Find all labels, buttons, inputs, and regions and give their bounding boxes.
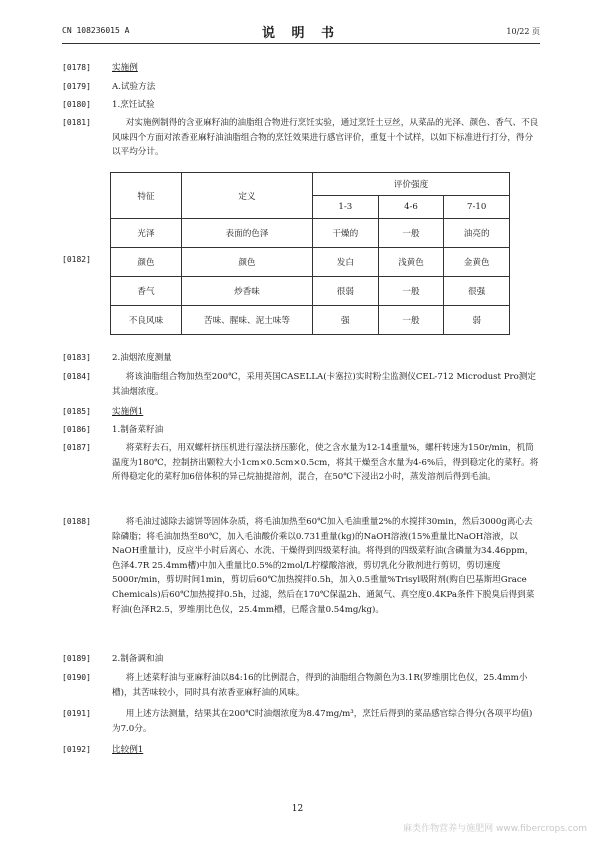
table-row bbox=[111, 277, 510, 306]
header-definition: 定义 bbox=[182, 173, 313, 219]
table-cell: 一般 bbox=[378, 219, 444, 248]
paragraph-text: 将菜籽去石，用双螺杆挤压机进行湿法挤压膨化，使之含水量为12-14重量%，螺杆转速为150r/min，机筒温度为180℃，控制挤出颗粒大小1cm×0.5cm×0.5cm，将其干燥至含水量为4-6%后，得到稳定化的菜籽。将所得稳定化的菜籽加6倍体积的异己烷抽提溶剂，混合，在50℃下浸出2小时，蒸发溶剂后得到毛油。 bbox=[112, 443, 539, 483]
section-heading: 实施例 bbox=[112, 63, 138, 73]
header-range-1: 1-3 bbox=[313, 196, 379, 219]
paragraph-0190 bbox=[62, 671, 540, 700]
table-cell: 表面的色泽 bbox=[182, 219, 313, 248]
table-cell: 油亮的 bbox=[444, 219, 510, 248]
table-cell: 一般 bbox=[378, 277, 444, 306]
paragraph-text: 对实施例制得的含亚麻籽油的油脂组合物进行烹饪实验，通过烹饪土豆丝，从菜品的光泽、颜色、香气、不良风味四个方面对浓香亚麻籽油油脂组合物的烹饪效果进行感官评价，重复十个试样，以如下标准进行打分，得分以平均分计。 bbox=[112, 118, 539, 158]
paragraph-0188 bbox=[62, 515, 540, 617]
paragraph-number: [0189] bbox=[62, 654, 91, 663]
table-cell: 很弱 bbox=[313, 277, 379, 306]
paragraph-number: [0180] bbox=[62, 100, 91, 109]
paragraph-0181 bbox=[62, 116, 540, 160]
table-cell: 发白 bbox=[313, 248, 379, 277]
paragraph-0187 bbox=[62, 441, 540, 485]
paragraph-0186 bbox=[62, 423, 540, 438]
table-cell: 光泽 bbox=[111, 219, 182, 248]
table-cell: 干燥的 bbox=[313, 219, 379, 248]
paragraph-0185 bbox=[62, 405, 540, 420]
paragraph-text: 将毛油过滤除去滤饼等固体杂质，将毛油加热至60℃加入毛油重量2%的水搅拌30min，然后3000g离心去除磷脂；将毛油加热至80℃，加入毛油酸价乘以0.731重量(kg)的NaOH溶液(15%重量比NaOH溶液，以NaOH重量计)，反应半小时后离心、水洗、干燥得到四级菜籽油。将得到的四级菜籽油(含磷量为34.46ppm，色泽4.7R 25.4mm槽)中加入重量比0.5%的2mol/L柠檬酸溶液，剪切乳化分散剂进行剪切，剪切速度5000r/min，剪切时间1min，剪切后60℃加热搅拌0.5h，加入0.5重量%Trisyl吸附剂(购自巴基斯坦Grace Chemicals)后60℃加热搅拌0.5h，过滤，然后在170℃保温2h、通氮气、真空度0.4KPa条件下脱臭后得到菜籽油(色泽R2.5，罗维朋比色仪，25.4mm槽，已醛含量0.54mg/kg)。 bbox=[112, 517, 535, 615]
paragraph-0184 bbox=[62, 370, 540, 399]
table-cell: 不良风味 bbox=[111, 306, 182, 335]
publication-number: CN 108236015 A bbox=[62, 26, 130, 35]
document-title: 说 明 书 bbox=[261, 26, 341, 41]
paragraph-0192 bbox=[62, 743, 540, 758]
paragraph-0189 bbox=[62, 652, 540, 667]
header-feature: 特征 bbox=[111, 173, 182, 219]
paragraph-number: [0191] bbox=[62, 709, 91, 718]
subheading: 1.烹饪试验 bbox=[112, 100, 155, 110]
paragraph-number: [0188] bbox=[62, 517, 91, 526]
table-cell: 炒香味 bbox=[182, 277, 313, 306]
table-row bbox=[111, 248, 510, 277]
paragraph-number: [0192] bbox=[62, 745, 91, 754]
paragraph-number: [0185] bbox=[62, 407, 91, 416]
paragraph-number: [0182] bbox=[62, 255, 91, 264]
table-cell: 颜色 bbox=[111, 248, 182, 277]
header-range-2: 4-6 bbox=[378, 196, 444, 219]
paragraph-number: [0183] bbox=[62, 353, 91, 362]
table-cell: 强 bbox=[313, 306, 379, 335]
section-heading: 实施例1 bbox=[112, 407, 144, 417]
subheading: 1.制备菜籽油 bbox=[112, 425, 164, 435]
paragraph-number: [0179] bbox=[62, 82, 91, 91]
paragraph-0179 bbox=[62, 80, 540, 95]
subheading: 2.油烟浓度测量 bbox=[112, 353, 172, 363]
table-cell: 弱 bbox=[444, 306, 510, 335]
subheading: A.试验方法 bbox=[112, 82, 156, 92]
paragraph-number: [0186] bbox=[62, 425, 91, 434]
paragraph-text: 用上述方法测量，结果其在200℃时油烟浓度为8.47mg/m³，烹饪后得到的菜品感官综合得分(各项平均值)为7.0分。 bbox=[112, 709, 533, 734]
header-range-3: 7-10 bbox=[444, 196, 510, 219]
paragraph-number: [0187] bbox=[62, 443, 91, 452]
paragraph-number: [0178] bbox=[62, 63, 91, 72]
table-cell: 一般 bbox=[378, 306, 444, 335]
page-header bbox=[62, 22, 540, 40]
page-indicator: 10/22 页 bbox=[506, 27, 540, 36]
paragraph-0180 bbox=[62, 98, 540, 113]
paragraph-0183 bbox=[62, 351, 540, 366]
header-divider bbox=[62, 43, 540, 44]
subheading: 2.制备调和油 bbox=[112, 654, 164, 664]
table-row bbox=[111, 219, 510, 248]
watermark: 麻类作物营养与施肥网 www.fibercrops.com bbox=[403, 824, 587, 834]
paragraph-0191 bbox=[62, 707, 540, 736]
table-cell: 香气 bbox=[111, 277, 182, 306]
paragraph-number: [0181] bbox=[62, 118, 91, 127]
table-cell: 苦味、腥味、泥土味等 bbox=[182, 306, 313, 335]
section-heading: 比较例1 bbox=[112, 745, 144, 755]
table-cell: 很强 bbox=[444, 277, 510, 306]
paragraph-number: [0184] bbox=[62, 372, 91, 381]
paragraph-text: 将上述菜籽油与亚麻籽油以84:16的比例混合，得到的油脂组合物颜色为3.1R(罗维朋比色仪，25.4mm小槽)，其苦味较小，同时具有浓香亚麻籽油的风味。 bbox=[112, 673, 528, 698]
header-intensity: 评价强度 bbox=[313, 173, 510, 196]
table-row bbox=[111, 306, 510, 335]
evaluation-table bbox=[110, 172, 510, 335]
paragraph-text: 将该油脂组合物加热至200℃，采用英国CASELLA(卡塞拉)实时粉尘监测仪CEL-712 Microdust Pro测定其油烟浓度。 bbox=[112, 372, 536, 397]
paragraph-0178 bbox=[62, 61, 540, 76]
table-cell: 浅黄色 bbox=[378, 248, 444, 277]
table-cell: 金黄色 bbox=[444, 248, 510, 277]
page-number: 12 bbox=[291, 804, 304, 814]
paragraph-number: [0190] bbox=[62, 673, 91, 682]
table-cell: 颜色 bbox=[182, 248, 313, 277]
